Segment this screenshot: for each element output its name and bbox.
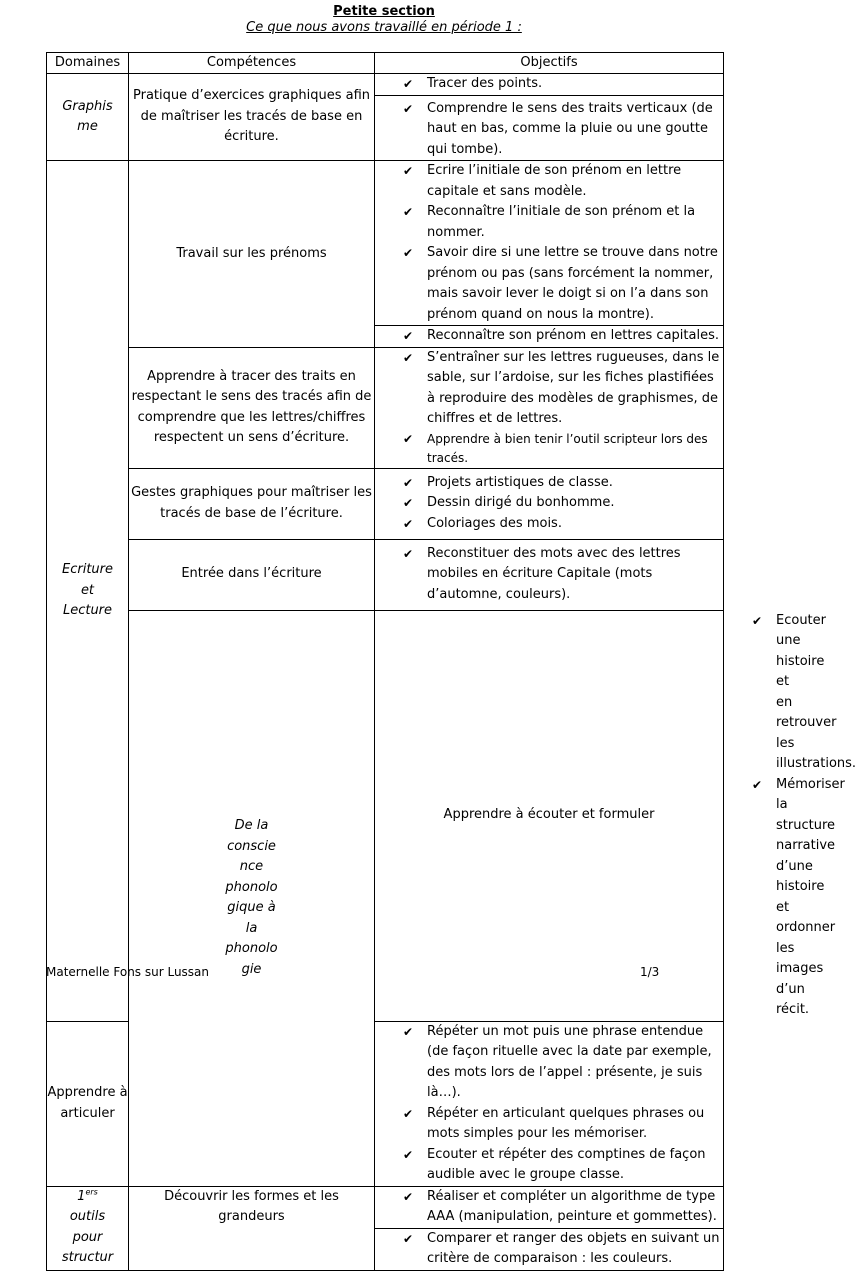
domain-text: me <box>77 119 98 134</box>
competence-cell: Apprendre à tracer des traits en respectant le sens des tracés afin de comprendre que les lettres/chiffres respectent un sens d’écriture. <box>129 347 375 468</box>
table-row <box>47 347 724 468</box>
competences-table <box>46 52 856 1271</box>
competence-cell: Apprendre à écouter et formuler <box>375 610 724 1021</box>
objectif-cell <box>375 1228 724 1270</box>
objectif-cell <box>375 74 724 96</box>
domain-text: la <box>245 920 258 936</box>
check-icon: ✔ <box>403 205 414 219</box>
competence-cell: Travail sur les prénoms <box>129 161 375 348</box>
domain-text: pour <box>72 1229 103 1245</box>
competence-cell: Découvrir les formes et les grandeurs <box>129 1186 375 1270</box>
objectif-cell <box>375 539 724 610</box>
objectif-cell <box>375 1186 724 1228</box>
domain-text: De la <box>234 818 269 833</box>
header-objectifs: Objectifs <box>375 53 724 74</box>
header-competences: Compétences <box>129 53 375 74</box>
domain-text: Lecture <box>62 603 113 618</box>
table-row <box>47 539 724 610</box>
check-icon: ✔ <box>403 1189 414 1204</box>
footer-school: Maternelle Fons sur Lussan <box>46 965 210 979</box>
page-subtitle: Ce que nous avons travaillé en période 1 : <box>246 20 522 35</box>
check-icon: ✔ <box>403 431 414 446</box>
domain-graphisme <box>47 74 129 161</box>
domain-text: gie <box>241 961 262 977</box>
objectif-item: ✔ Reconnaître son prénom en lettres capitales. <box>375 326 723 347</box>
domain-text: 1ers <box>77 1187 98 1204</box>
check-icon: ✔ <box>403 1147 414 1162</box>
table-row <box>47 468 724 539</box>
competence-cell: Apprendre à articuler <box>47 1021 129 1186</box>
objectif-cell <box>375 1021 724 1186</box>
objectif-item: ✔ Tracer des points. <box>375 74 723 95</box>
objectif-item: ✔ Répéter un mot puis une phrase entendue (de façon rituelle avec la date par exemple, des mots lors de l’appel : présente, je suis là…). <box>403 1023 712 1100</box>
check-icon: ✔ <box>403 164 414 178</box>
domain-text: gique à <box>227 900 276 915</box>
check-icon: ✔ <box>403 329 414 343</box>
check-icon: ✔ <box>403 1106 414 1121</box>
header-domaines: Domaines <box>47 53 129 74</box>
objectif-item: ✔ Ecouter une histoire et en retrouver les illustrations. <box>752 612 856 771</box>
competence-cell: Entrée dans l’écriture <box>129 539 375 610</box>
check-icon: ✔ <box>403 1231 414 1246</box>
objectif-cell <box>375 468 724 539</box>
objectif-item: ✔ Reconstituer des mots avec des lettres mobiles en écriture Capitale (mots d’automne, couleurs). <box>403 545 681 602</box>
domain-ecriture-lecture <box>47 161 129 1022</box>
objectif-item: ✔ Projets artistiques de classe. <box>375 473 723 494</box>
page-title: Petite section <box>333 4 435 19</box>
domain-text: nce <box>239 859 264 874</box>
objectif-cell <box>375 326 724 348</box>
domain-text: Ecriture <box>62 562 113 577</box>
domain-text: phonolo <box>225 941 278 956</box>
domain-outils <box>47 1186 129 1270</box>
domain-text: Graphis <box>62 98 113 114</box>
objectif-item: ✔ Mémoriser la structure narrative d’une histoire et ordonner les images d’un récit. <box>752 776 845 1017</box>
table-row <box>47 74 724 96</box>
table-row <box>47 161 724 326</box>
check-icon: ✔ <box>403 350 414 365</box>
objectif-item: ✔ Ecrire l’initiale de son prénom en lettre capitale et sans modèle. <box>403 163 682 199</box>
domain-text: phonolo <box>225 879 278 895</box>
domain-phonologie <box>129 610 375 1186</box>
footer-page-number: 1/3 <box>640 965 660 979</box>
domain-text: outils <box>69 1209 106 1224</box>
objectif-cell <box>375 347 724 468</box>
domain-text: et <box>80 582 95 598</box>
table-row <box>47 1186 724 1228</box>
check-icon: ✔ <box>403 546 414 561</box>
domain-text: structur <box>61 1250 114 1265</box>
check-icon: ✔ <box>403 516 414 531</box>
domain-text: conscie <box>227 838 276 854</box>
objectif-item: ✔ Apprendre à bien tenir l’outil scripteur lors des tracés. <box>403 431 708 465</box>
objectif-item: ✔ Savoir dire si une lettre se trouve dans notre prénom ou pas (sans forcément la nommer, mais savoir lever le doigt si on l’a dans son prénom quand on nous la montre). <box>403 245 718 322</box>
objectif-item: ✔ Comprendre le sens des traits verticaux (de haut en bas, comme la pluie ou une goutte qui tombe). <box>403 100 713 157</box>
objectif-cell <box>375 161 724 326</box>
check-icon: ✔ <box>403 496 414 511</box>
objectif-item: ✔ Coloriages des mois. <box>375 514 723 535</box>
check-icon: ✔ <box>752 777 763 792</box>
check-icon: ✔ <box>403 475 414 490</box>
check-icon: ✔ <box>403 246 414 260</box>
check-icon: ✔ <box>403 101 414 116</box>
objectif-item: ✔ Ecouter et répéter des comptines de façon audible avec le groupe classe. <box>403 1146 706 1182</box>
objectif-item: ✔ Réaliser et compléter un algorithme de type AAA (manipulation, peinture et gommettes). <box>403 1188 717 1224</box>
check-icon: ✔ <box>752 613 763 628</box>
table-row <box>47 610 724 1021</box>
check-icon: ✔ <box>403 1024 414 1039</box>
competence-cell: Pratique d’exercices graphiques afin de maîtriser les tracés de base en écriture. <box>129 74 375 161</box>
competence-cell: Gestes graphiques pour maîtriser les tracés de base de l’écriture. <box>129 468 375 539</box>
objectif-item: ✔ Dessin dirigé du bonhomme. <box>375 493 723 514</box>
objectif-item: ✔ Comparer et ranger des objets en suivant un critère de comparaison : les couleurs. <box>403 1230 720 1266</box>
objectif-item: ✔ Répéter en articulant quelques phrases ou mots simples pour les mémoriser. <box>403 1105 705 1141</box>
table-header-row <box>47 53 724 74</box>
objectif-item: ✔ Reconnaître l’initiale de son prénom et la nommer. <box>403 204 696 240</box>
objectif-cell <box>375 95 724 161</box>
check-icon: ✔ <box>403 77 414 91</box>
objectif-item: ✔ S’entraîner sur les lettres rugueuses, dans le sable, sur l’ardoise, sur les fiches plastifiées à reproduire des modèles de graphismes, de chiffres et de lettres. <box>403 349 720 426</box>
